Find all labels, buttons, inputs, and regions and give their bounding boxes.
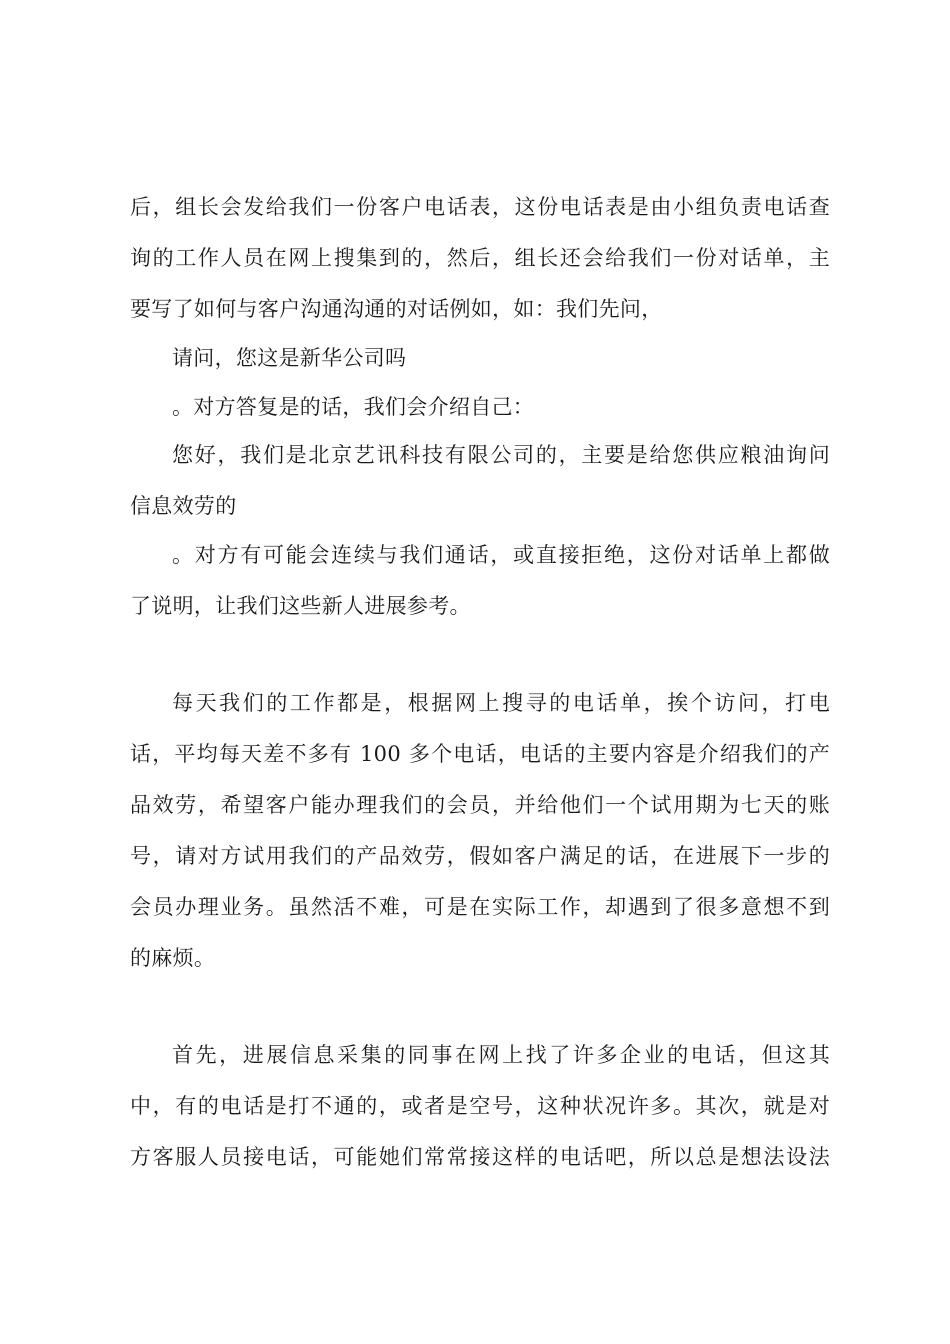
text-line: 话，平均每天差不多有 100 多个电话，电话的主要内容是介绍我们的产 <box>130 742 830 766</box>
text-line: 的麻烦。 <box>130 946 216 970</box>
paragraph-7 <box>130 1030 830 1183</box>
text-line: 后，组长会发给我们一份客户电话表，这份电话表是由小组负责电话查 <box>130 195 830 219</box>
paragraph-3 <box>130 382 830 433</box>
text-line: 询的工作人员在网上搜集到的，然后，组长还会给我们一份对话单，主 <box>130 246 830 270</box>
text-line: 中，有的电话是打不通的，或者是空号，这种状况许多。其次，就是对 <box>130 1094 830 1118</box>
text-line: 要写了如何与客户沟通沟通的对话例如，如：我们先问， <box>130 297 663 321</box>
paragraph-1 <box>130 182 830 335</box>
text-line: 会员办理业务。虽然活不难，可是在实际工作，却遇到了很多意想不到 <box>130 895 830 919</box>
paragraph-4 <box>130 430 830 532</box>
text-line: 。对方有可能会连续与我们通话，或直接拒绝，这份对话单上都做 <box>172 543 830 567</box>
text-line: 请问，您这是新华公司吗 <box>172 346 407 370</box>
text-line: 信息效劳的 <box>130 494 237 518</box>
text-line: 了说明，让我们这些新人进展参考。 <box>130 594 471 618</box>
text-line: 品效劳，希望客户能办理我们的会员，并给他们一个试用期为七天的账 <box>130 793 830 817</box>
paragraph-6 <box>130 678 830 984</box>
text-line: 首先，进展信息采集的同事在网上找了许多企业的电话，但这其 <box>172 1043 830 1067</box>
text-line: 每天我们的工作都是，根据网上搜寻的电话单，挨个访问，打电 <box>172 691 830 715</box>
text-line: 。对方答复是的话，我们会介绍自己： <box>172 395 535 419</box>
text-line: 方客服人员接电话，可能她们常常接这样的电话吧，所以总是想法设法 <box>130 1145 830 1169</box>
text-line: 号，请对方试用我们的产品效劳，假如客户满足的话，在进展下一步的 <box>130 844 830 868</box>
text-line: 您好，我们是北京艺讯科技有限公司的，主要是给您供应粮油询问 <box>172 443 830 467</box>
paragraph-2 <box>130 333 830 384</box>
paragraph-5 <box>130 530 830 632</box>
